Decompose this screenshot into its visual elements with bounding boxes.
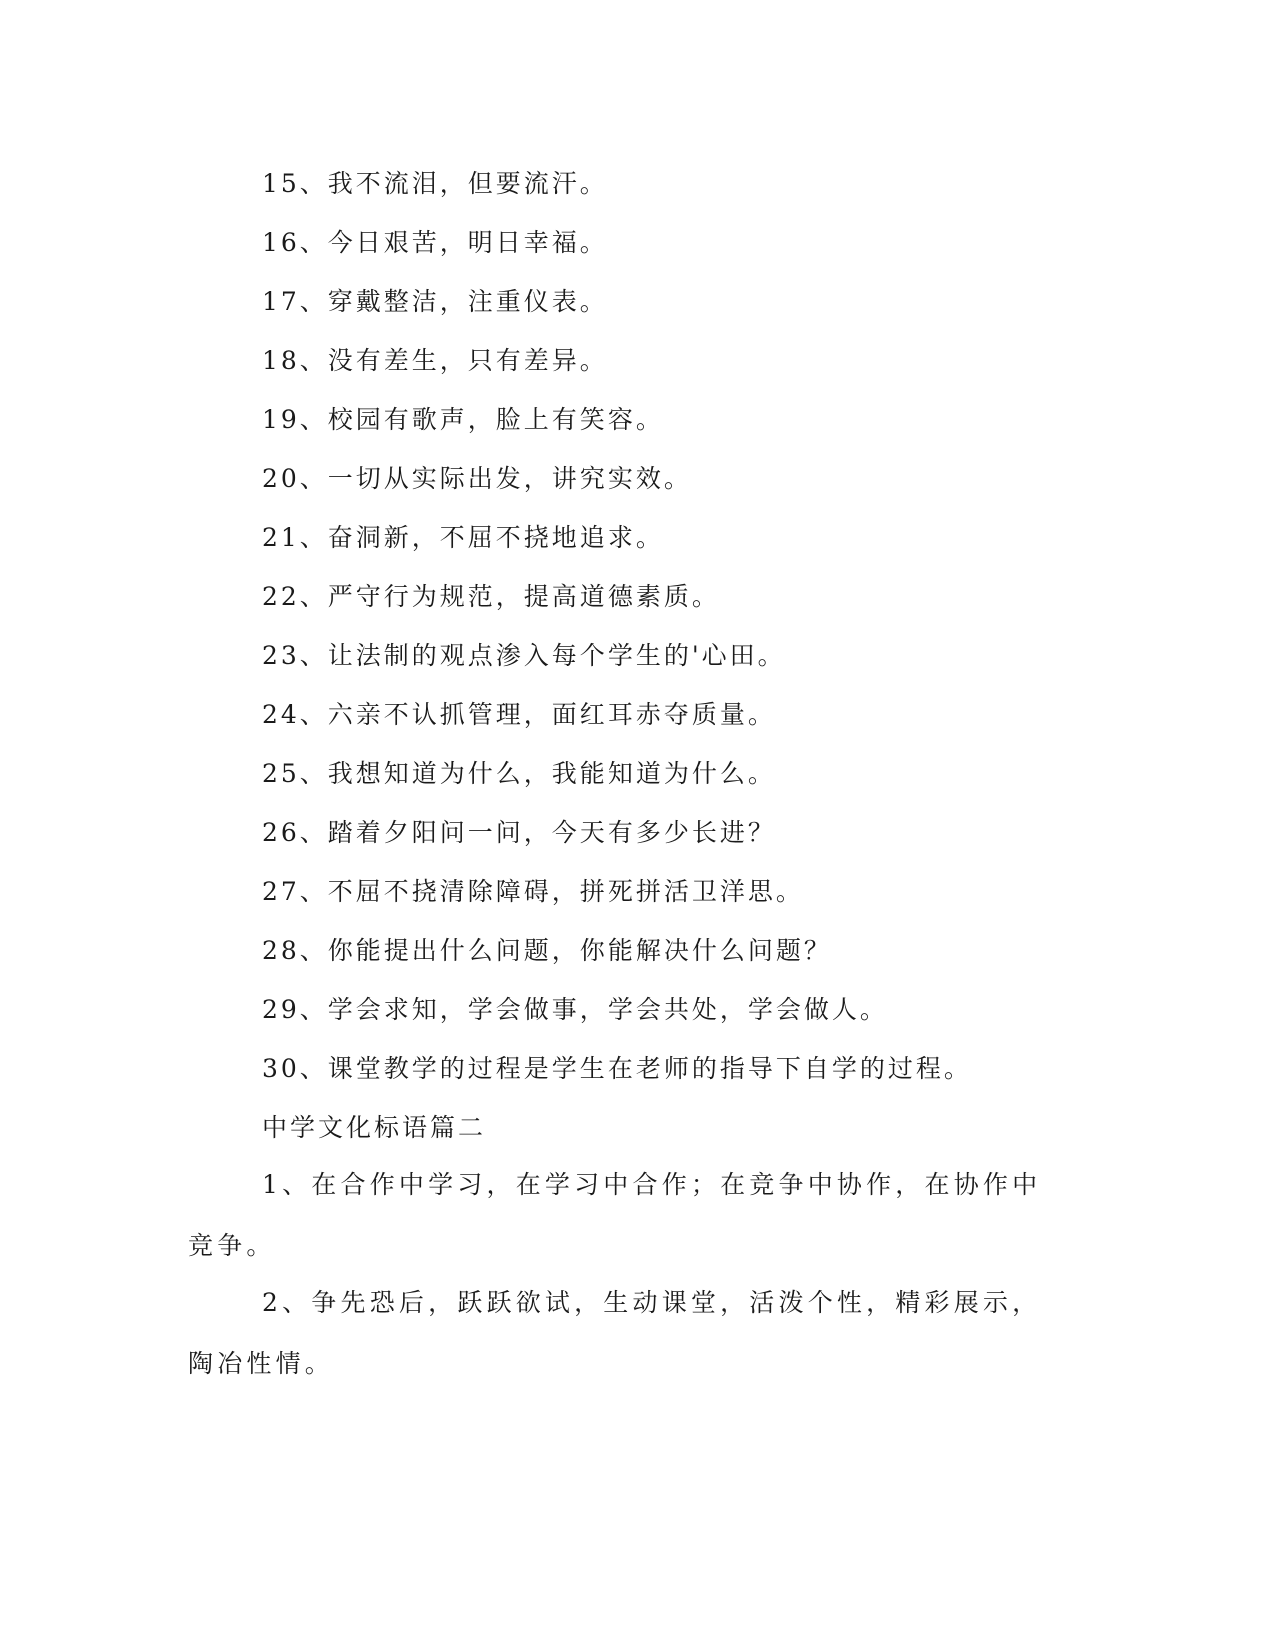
slogan-item-21: 21、奋洞新，不屈不挠地追求。 (262, 523, 664, 552)
slogan-item-29: 29、学会求知，学会做事，学会共处，学会做人。 (262, 995, 888, 1024)
slogan-item-28: 28、你能提出什么问题，你能解决什么问题？ (262, 936, 832, 965)
slogan-item-26: 26、踏着夕阳问一问，今天有多少长进？ (262, 818, 776, 847)
slogan-item-30: 30、课堂教学的过程是学生在老师的指导下自学的过程。 (262, 1054, 972, 1083)
slogan-item-17: 17、穿戴整洁，注重仪表。 (262, 287, 608, 316)
slogan-item-19: 19、校园有歌声，脸上有笑容。 (262, 405, 664, 434)
paragraph-2: 2、争先恐后，跃跃欲试，生动课堂，活泼个性，精彩展示，陶冶性情。 (188, 1288, 1042, 1378)
section-heading: 中学文化标语篇二 (262, 1113, 487, 1142)
slogan-item-20: 20、一切从实际出发，讲究实效。 (262, 464, 692, 493)
slogan-item-18: 18、没有差生，只有差异。 (262, 346, 608, 375)
slogan-item-15: 15、我不流泪，但要流汗。 (262, 169, 608, 198)
paragraph-1: 1、在合作中学习，在学习中合作；在竞争中协作，在协作中竞争。 (188, 1170, 1042, 1260)
slogan-item-16: 16、今日艰苦，明日幸福。 (262, 228, 608, 257)
slogan-item-22: 22、严守行为规范，提高道德素质。 (262, 582, 720, 611)
slogan-item-23: 23、让法制的观点渗入每个学生的'心田。 (262, 641, 786, 670)
slogan-item-25: 25、我想知道为什么，我能知道为什么。 (262, 759, 776, 788)
slogan-item-27: 27、不屈不挠清除障碍，拼死拼活卫洋思。 (262, 877, 804, 906)
slogan-item-24: 24、六亲不认抓管理，面红耳赤夺质量。 (262, 700, 776, 729)
